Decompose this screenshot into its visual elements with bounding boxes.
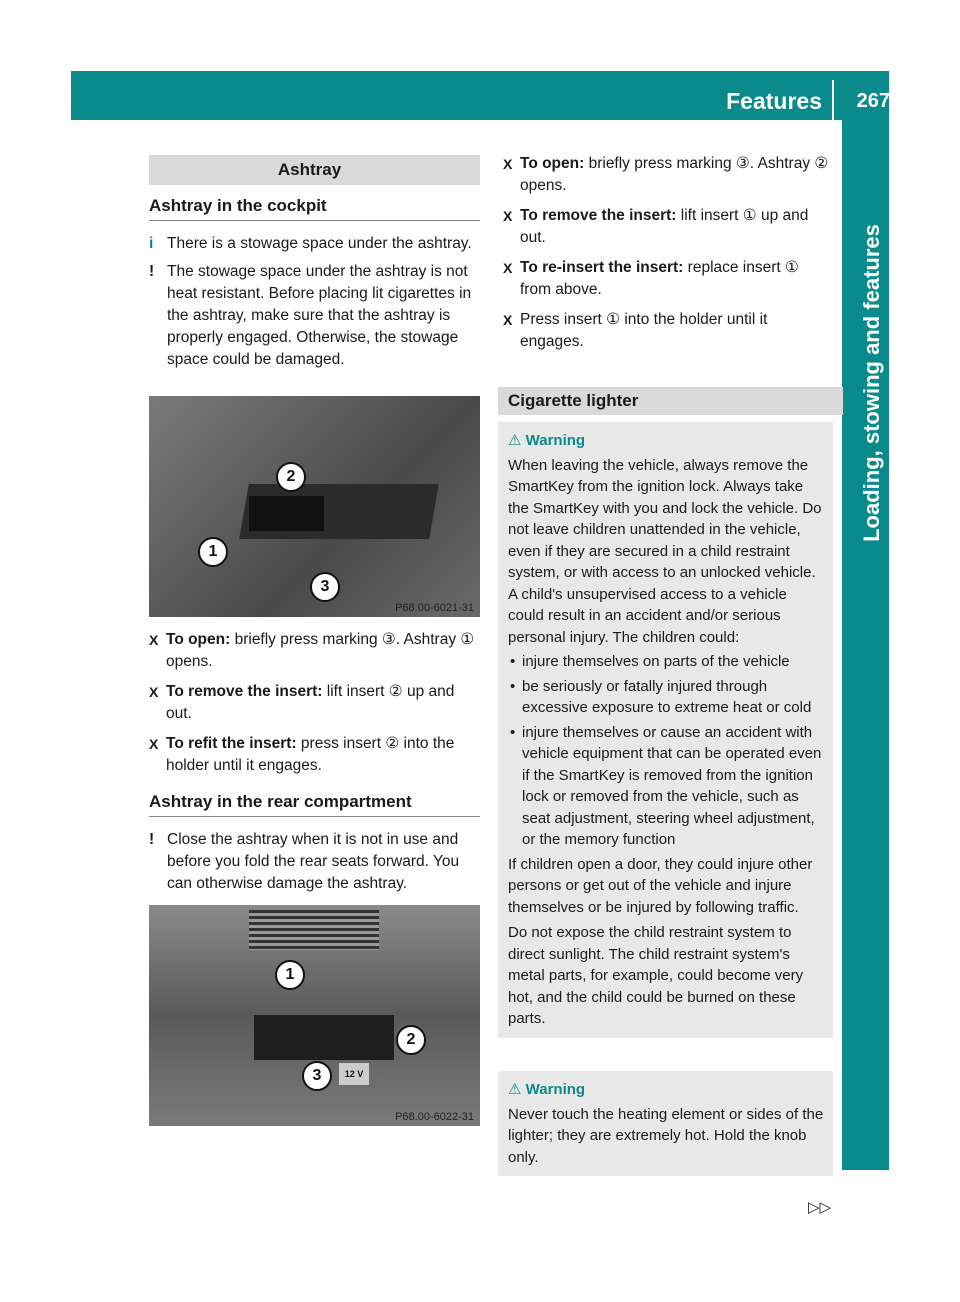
warning-box-1 [498, 422, 833, 1038]
step-marker-icon: X [149, 684, 159, 700]
step-label: To refit the insert: [166, 735, 297, 752]
warning-heading [508, 1079, 825, 1101]
sidebar-label [852, 125, 882, 645]
info-text: There is a stowage space under the ashtray. [167, 235, 472, 252]
step-text: lift insert ② up and out. [166, 683, 455, 722]
callout-1: 1 [275, 960, 305, 990]
step-text: replace insert ① from above. [520, 259, 799, 298]
photo-label: P68.00-6022-31 [395, 1111, 474, 1123]
step [149, 681, 480, 725]
warning-paragraph: Never touch the heating element or sides of the lighter; they are extremely hot. Hold the knob only. [508, 1105, 824, 1166]
step [149, 733, 480, 777]
callout-3: 3 [310, 572, 340, 602]
step-label: To re-insert the insert: [520, 259, 684, 276]
page-number: 267 [856, 90, 890, 112]
step-label: To remove the insert: [520, 207, 677, 224]
step-label: To remove the insert: [166, 683, 323, 700]
callout-2: 2 [396, 1025, 426, 1055]
caution-icon: ! [149, 831, 155, 848]
step [149, 629, 480, 673]
step [503, 309, 834, 353]
socket-badge: 12 V [339, 1063, 369, 1085]
right-column [503, 153, 834, 361]
ashtray-title: Ashtray [149, 155, 480, 185]
cockpit-ashtray-photo [149, 396, 480, 617]
step-marker-icon: X [149, 736, 159, 752]
step-marker-icon: X [503, 156, 513, 172]
warning-heading-text: Warning [525, 432, 586, 449]
caution-text: Close the ashtray when it is not in use and before you fold the rear seats forward. You can otherwise damage the ashtray. [167, 831, 460, 892]
step-text: press insert ② into the holder until it engages. [166, 735, 455, 774]
step-text: briefly press marking ③. Ashtray ② opens. [520, 155, 829, 194]
step [503, 257, 834, 301]
photo-label: P68.00-6021-31 [395, 602, 474, 614]
left-column-lower [149, 629, 480, 901]
rear-ashtray-photo [149, 905, 480, 1126]
lighter-title: Cigarette lighter [498, 387, 843, 415]
warning-bullet: • be seriously or fatally injured through excessive exposure to extreme heat or cold [508, 676, 825, 719]
step-marker-icon: X [503, 208, 513, 224]
caution-note [149, 261, 480, 371]
info-note [149, 233, 480, 255]
cockpit-subhead: Ashtray in the cockpit [149, 195, 480, 221]
header-section [590, 80, 890, 120]
warning-heading-text: Warning [525, 1081, 586, 1098]
step-text: lift insert ① up and out. [520, 207, 809, 246]
step-label: To open: [520, 155, 585, 172]
left-column [149, 155, 480, 377]
caution-note-2 [149, 829, 480, 895]
callout-2: 2 [276, 462, 306, 492]
warning-paragraph: Do not expose the child restraint system to direct sunlight. The child restraint system's metal parts, for example, could become very hot, and the child could be burned on these parts. [508, 924, 804, 1027]
continue-arrows-icon: ▷▷ [808, 1199, 832, 1216]
rear-subhead: Ashtray in the rear compartment [149, 791, 480, 817]
warning-triangle-icon: ⚠ [508, 432, 526, 449]
warning-paragraph: If children open a door, they could injure other persons or get out of the vehicle and injure themselves or be injured by following traffic. [508, 855, 813, 916]
warning-triangle-icon: ⚠ [508, 1081, 526, 1098]
vent-grille [249, 910, 379, 950]
step-label: To open: [166, 631, 231, 648]
warning-bullet: • injure themselves on parts of the vehicle [508, 651, 825, 673]
step-text: Press insert ① into the holder until it engages. [520, 311, 768, 350]
warning-heading [508, 430, 825, 452]
step-text: briefly press marking ③. Ashtray ① opens. [166, 631, 475, 670]
header-divider [832, 80, 834, 120]
callout-3: 3 [302, 1061, 332, 1091]
section-title: Features [726, 88, 822, 114]
step-marker-icon: X [503, 260, 513, 276]
step [503, 153, 834, 197]
info-icon: i [149, 235, 154, 252]
warning-paragraph: When leaving the vehicle, always remove the SmartKey from the ignition lock. Always take the SmartKey with you and lock the vehicle. Do not leave children unattended in the vehicle, even if they are secured in a child restraint system, or with access to an unlocked vehicle. A child's unsupervised access to a vehicle could result in an accident and/or serious personal injury. The children could: [508, 456, 822, 646]
caution-icon: ! [149, 263, 155, 280]
warning-box-2 [498, 1071, 833, 1176]
warning-bullet: • injure themselves or cause an accident with vehicle equipment that can be operated even if the SmartKey is removed from the ignition lock or removed from the vehicle, such as seat adjustment, steering wheel adjustment, or the memory function [508, 722, 825, 851]
step [503, 205, 834, 249]
step-marker-icon: X [149, 632, 159, 648]
step-marker-icon: X [503, 312, 513, 328]
callout-1: 1 [198, 537, 228, 567]
caution-text: The stowage space under the ashtray is not heat resistant. Before placing lit cigarettes in the ashtray, make sure that the ashtray is properly engaged. Otherwise, the stowage space could be damaged. [167, 263, 472, 368]
sidebar-text: Loading, stowing and features [859, 224, 884, 542]
rear-ashtray-panel [254, 1015, 394, 1060]
ashtray-insert [249, 496, 324, 531]
